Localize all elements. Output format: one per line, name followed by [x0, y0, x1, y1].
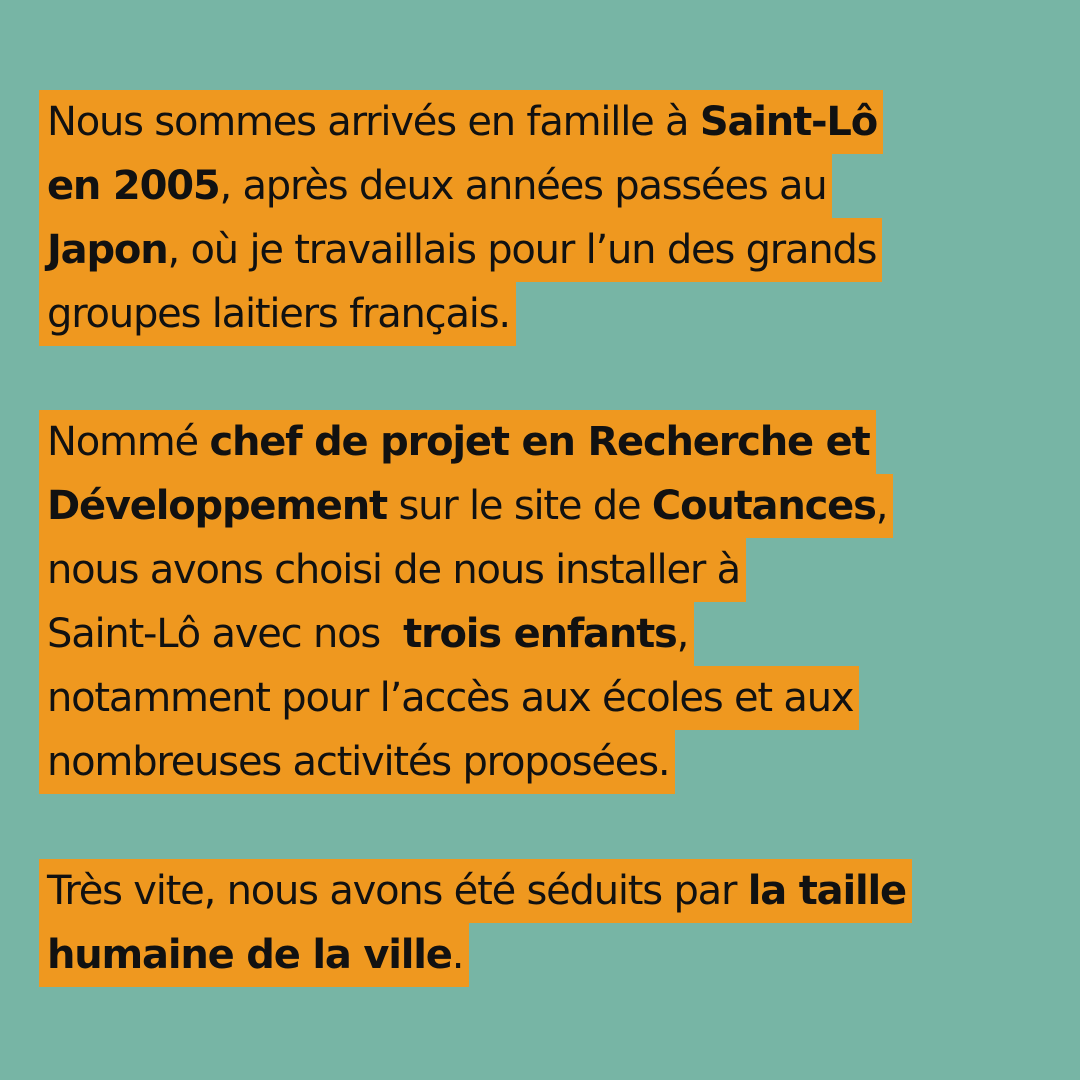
- paragraph-arrival: [39, 90, 883, 346]
- bold-text-run: Coutances: [651, 483, 876, 529]
- highlighted-text: [39, 474, 893, 538]
- highlighted-text: [39, 602, 694, 666]
- text-run: , où je travaillais pour l’un des grands: [167, 227, 877, 273]
- highlighted-text: [39, 730, 675, 794]
- bold-text-run: la taille: [747, 868, 906, 914]
- bold-text-run: Saint-Lô: [699, 99, 877, 145]
- paragraph-job: [39, 410, 893, 794]
- paragraph-line: [39, 218, 883, 282]
- paragraph-line: [39, 602, 893, 666]
- text-run: notamment pour l’accès aux écoles et aux: [47, 675, 854, 721]
- text-run: Très vite, nous avons été séduits par: [47, 868, 748, 914]
- bold-text-run: trois enfants: [403, 611, 677, 657]
- paragraph-city: [39, 859, 912, 987]
- bold-text-run: en 2005: [47, 163, 220, 209]
- text-run: ,: [676, 611, 689, 657]
- paragraph-line: [39, 90, 883, 154]
- text-run: Saint-Lô avec nos: [47, 611, 404, 657]
- paragraph-line: [39, 923, 912, 987]
- highlighted-text: [39, 90, 883, 154]
- highlighted-text: [39, 923, 469, 987]
- bold-text-run: Japon: [47, 227, 168, 273]
- text-run: ,: [875, 483, 888, 529]
- text-run: nous avons choisi de nous installer à: [47, 547, 740, 593]
- highlighted-text: [39, 282, 516, 346]
- paragraph-line: [39, 410, 893, 474]
- paragraph-line: [39, 859, 912, 923]
- highlighted-text: [39, 410, 876, 474]
- bold-text-run: humaine de la ville: [47, 932, 452, 978]
- text-run: , après deux années passées au: [219, 163, 827, 209]
- paragraph-line: [39, 730, 893, 794]
- paragraph-line: [39, 154, 883, 218]
- highlighted-text: [39, 538, 746, 602]
- paragraph-line: [39, 282, 883, 346]
- paragraph-line: [39, 538, 893, 602]
- highlighted-text: [39, 218, 882, 282]
- bold-text-run: chef de projet en Recherche et: [209, 419, 870, 465]
- text-run: nombreuses activités proposées.: [47, 739, 670, 785]
- text-run: .: [451, 932, 464, 978]
- text-run: sur le site de: [386, 483, 652, 529]
- bold-text-run: Développement: [47, 483, 387, 529]
- text-run: Nommé: [47, 419, 210, 465]
- paragraph-line: [39, 474, 893, 538]
- text-run: groupes laitiers français.: [47, 291, 510, 337]
- highlighted-text: [39, 666, 859, 730]
- paragraph-line: [39, 666, 893, 730]
- highlighted-text: [39, 154, 832, 218]
- highlighted-text: [39, 859, 912, 923]
- text-run: Nous sommes arrivés en famille à: [47, 99, 700, 145]
